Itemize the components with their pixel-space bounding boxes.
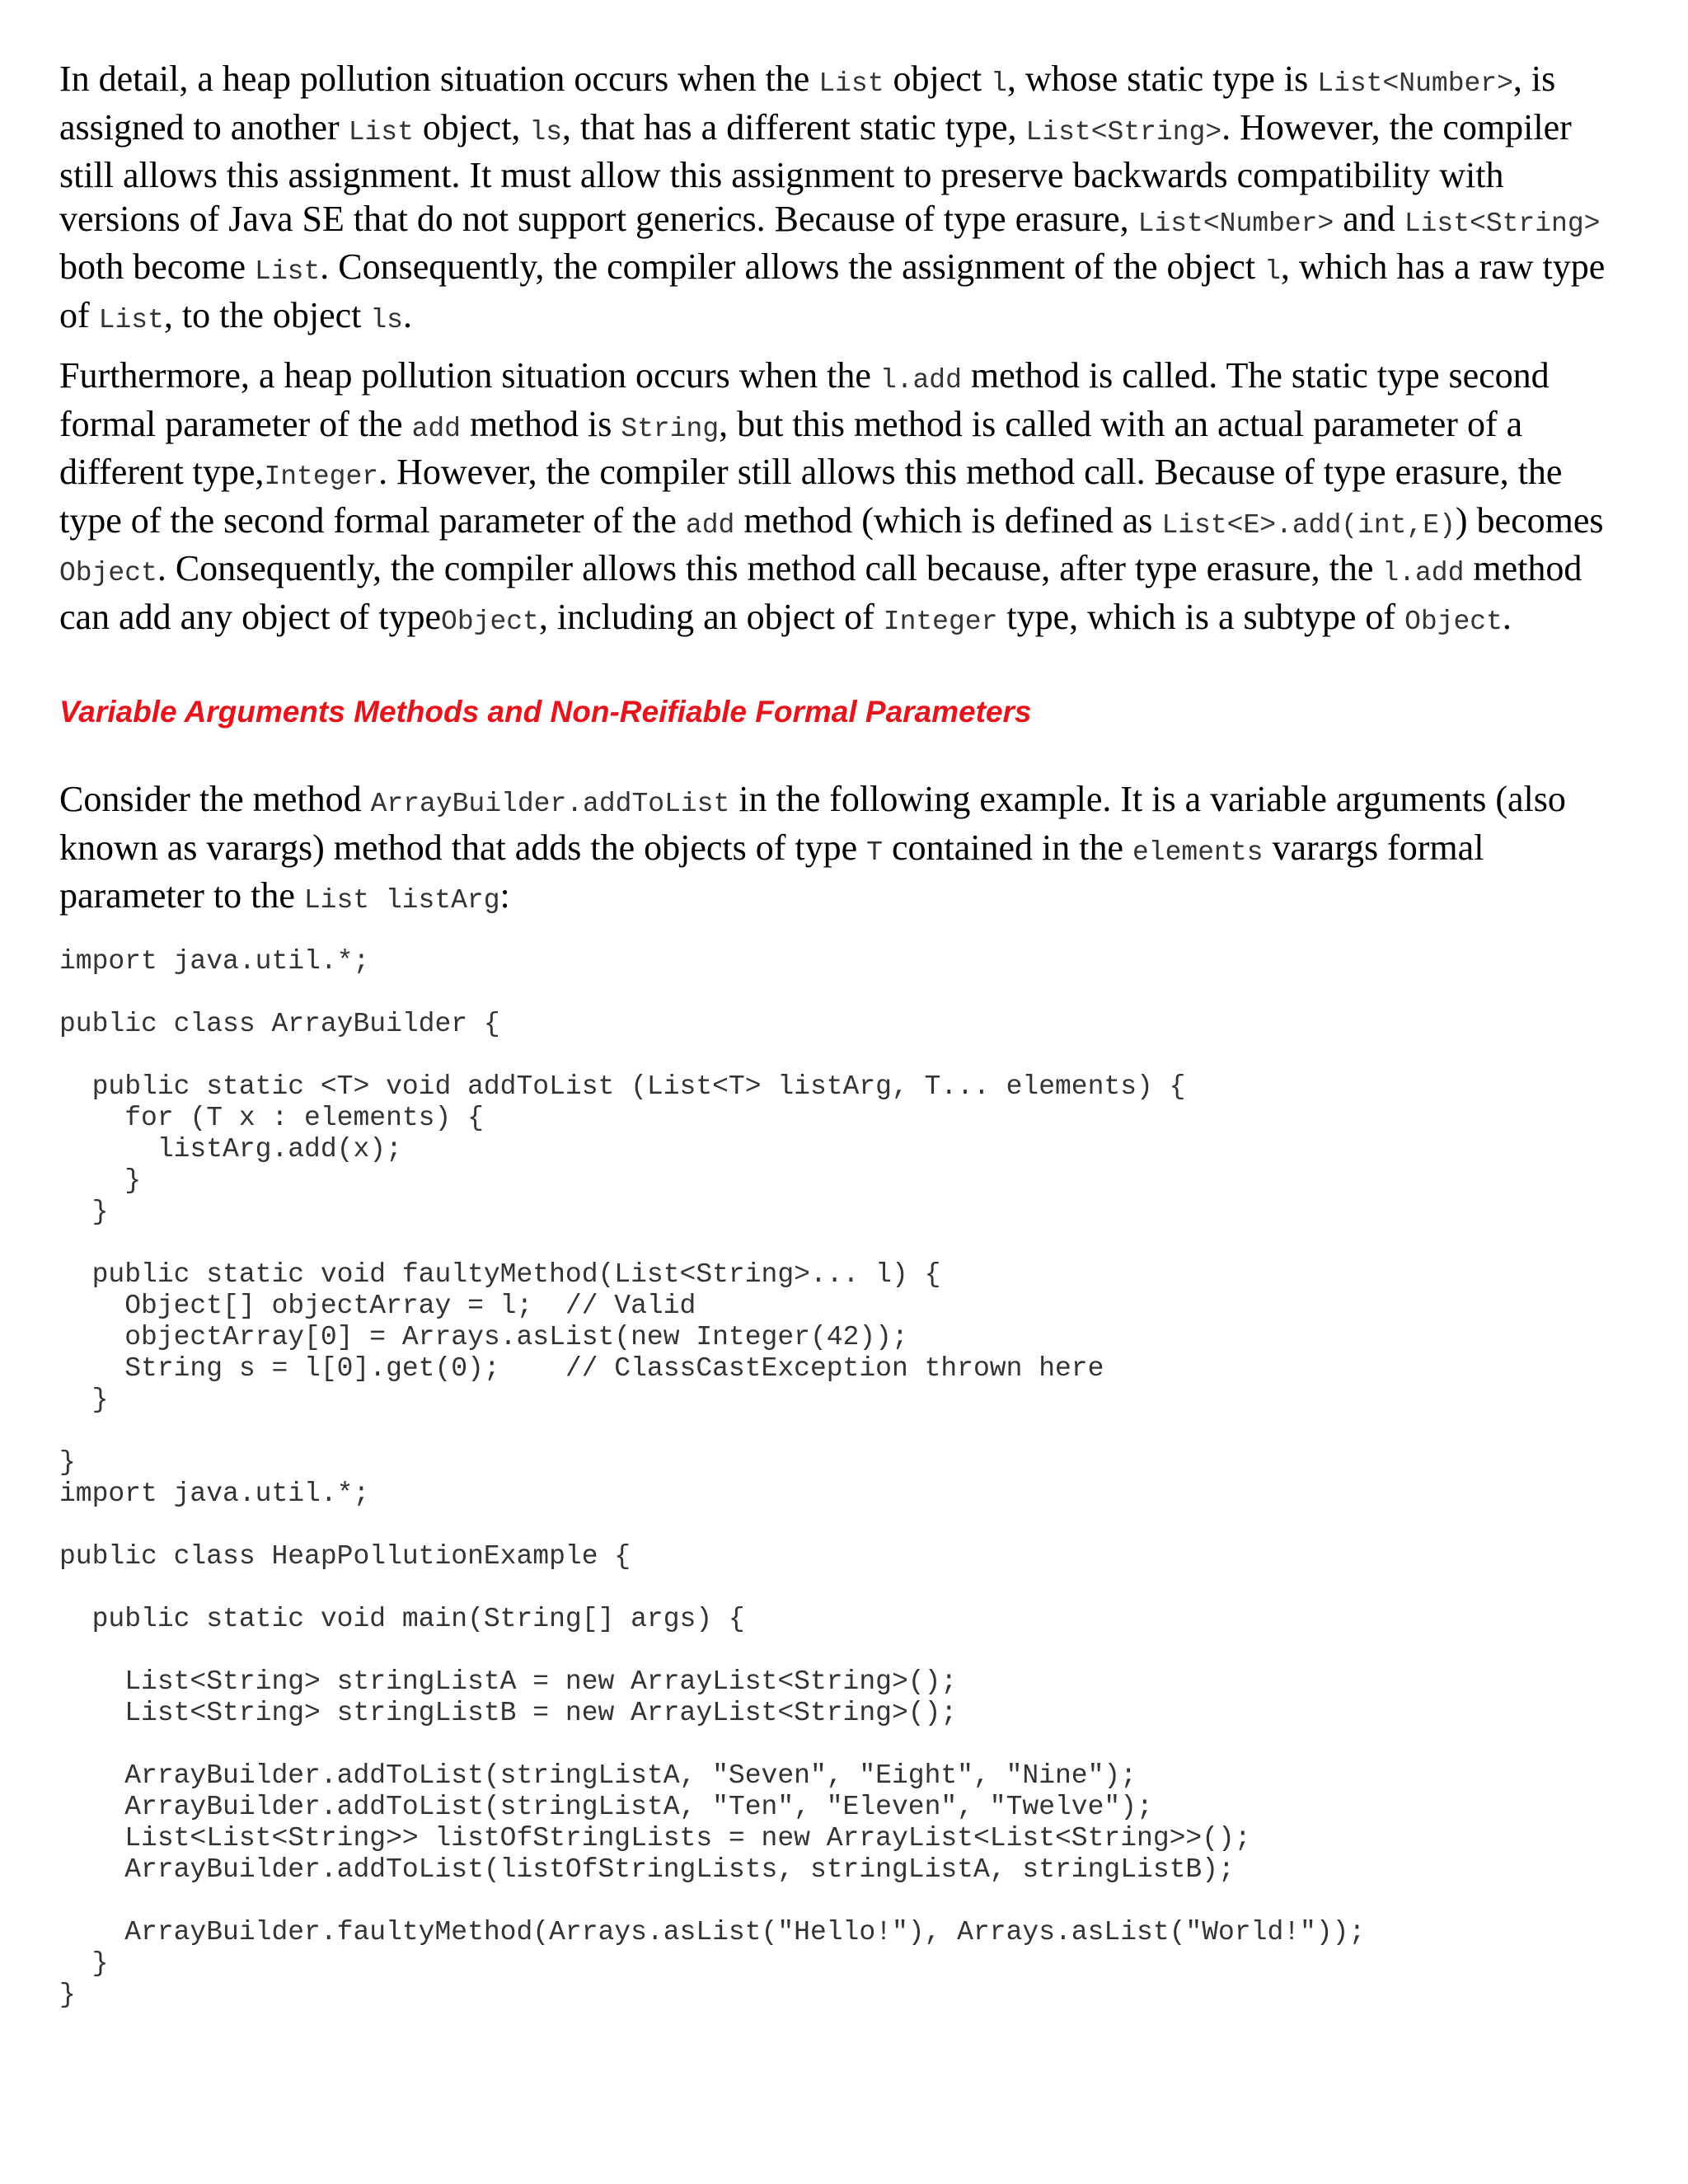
code-line: ArrayBuilder.addToList(listOfStringLists, stringListA, stringListB); bbox=[59, 1854, 1235, 1885]
code-line: import java.util.*; bbox=[59, 946, 370, 977]
code-line: List<List<String>> listOfStringLists = new ArrayList<List<String>>(); bbox=[59, 1823, 1251, 1854]
code-line: Object[] objectArray = l; // Valid bbox=[59, 1291, 696, 1321]
code-line: public class HeapPollutionExample { bbox=[59, 1541, 631, 1572]
code-line: import java.util.*; bbox=[59, 1479, 370, 1509]
code-line: ArrayBuilder.addToList(stringListA, "Ten", "Eleven", "Twelve"); bbox=[59, 1792, 1153, 1822]
section-heading: Variable Arguments Methods and Non-Reifiable Formal Parameters bbox=[59, 695, 1032, 729]
paragraph-heap-pollution-assignment: In detail, a heap pollution situation occurs when the List object l, whose static type is List<Number>, is assigned to another List object, ls, that has a different static type, List<String>. However, the compiler still allows this assignment. It must allow this assignment to preserve backwards compatibility with versions of Java SE that do not support generics. Because of type erasure, List<Number> and List<String> both become List. Consequently, the compiler allows the assignment of the object l, which has a raw type of List, to the object ls. bbox=[59, 59, 1606, 335]
code-line: public static void faultyMethod(List<String>... l) { bbox=[59, 1259, 941, 1290]
code-line: List<String> stringListB = new ArrayList<String>(); bbox=[59, 1698, 958, 1728]
code-line: } bbox=[59, 1980, 76, 2010]
code-line: listArg.add(x); bbox=[59, 1134, 402, 1165]
code-line: } bbox=[59, 1165, 142, 1196]
code-line: ArrayBuilder.faultyMethod(Arrays.asList("Hello!"), Arrays.asList("World!")); bbox=[59, 1917, 1366, 1947]
code-line: String s = l[0].get(0); // ClassCastException thrown here bbox=[59, 1353, 1104, 1384]
code-line: } bbox=[59, 1385, 109, 1415]
code-line: } bbox=[59, 1197, 109, 1227]
code-line: public class ArrayBuilder { bbox=[59, 1009, 500, 1039]
paragraph-varargs-intro: Consider the method ArrayBuilder.addToList in the following example. It is a variable arguments (also known as varargs) method that adds the objects of type T contained in the elements varargs formal parameter to the List listArg: bbox=[59, 779, 1566, 916]
paragraph-heap-pollution-method-call: Furthermore, a heap pollution situation occurs when the l.add method is called. The static type second formal parameter of the add method is String, but this method is called with an actual parameter of a different type,Integer. However, the compiler still allows this method call. Because of type erasure, the type of the second formal parameter of the add method (which is defined as List<E>.add(int,E)) becomes Object. Consequently, the compiler allows this method call because, after type erasure, the l.add method can add any object of typeObject, including an object of Integer type, which is a subtype of Object. bbox=[59, 355, 1604, 637]
code-line: for (T x : elements) { bbox=[59, 1103, 484, 1133]
code-line: List<String> stringListA = new ArrayList<String>(); bbox=[59, 1666, 958, 1697]
code-line: } bbox=[59, 1447, 76, 1478]
code-line: public static <T> void addToList (List<T> listArg, T... elements) { bbox=[59, 1071, 1186, 1102]
code-line: ArrayBuilder.addToList(stringListA, "Seven", "Eight", "Nine"); bbox=[59, 1760, 1137, 1791]
code-block-array-builder bbox=[59, 946, 1365, 2011]
code-line: public static void main(String[] args) { bbox=[59, 1604, 745, 1634]
code-line: } bbox=[59, 1948, 109, 1979]
code-line: objectArray[0] = Arrays.asList(new Integer(42)); bbox=[59, 1322, 908, 1352]
